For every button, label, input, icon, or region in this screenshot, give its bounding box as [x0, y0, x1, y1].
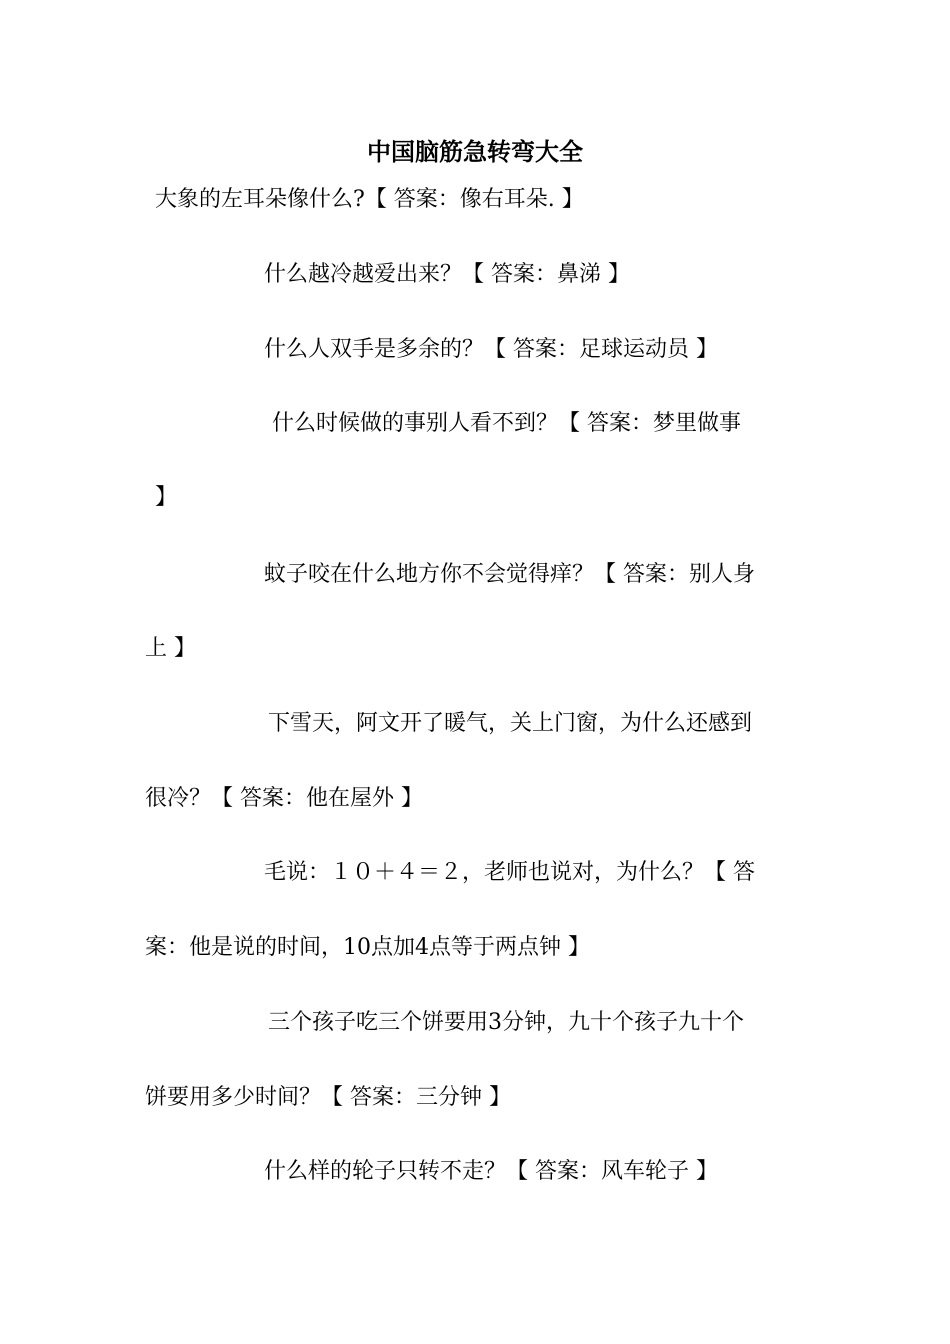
riddle-line-7: 毛说：１０＋４＝２，老师也说对，为什么？【 答: [264, 860, 755, 885]
riddle-line-3: 什么人双手是多余的？【 答案：足球运动员 】: [264, 337, 718, 362]
riddle-line-8: 三个孩子吃三个饼要用3分钟，九十个孩子九十个: [268, 1010, 744, 1035]
riddle-line-4-cont: 】: [155, 485, 178, 510]
riddle-line-7-cont: 案：他是说的时间，10点加4点等于两点钟 】: [145, 935, 590, 960]
riddle-line-1: 大象的左耳朵像什么?【 答案：像右耳朵. 】: [155, 187, 584, 212]
riddle-line-4: 什么时候做的事别人看不到？【 答案：梦里做事: [272, 411, 741, 436]
riddle-line-2: 什么越冷越爱出来？【 答案：鼻涕 】: [264, 262, 630, 287]
riddle-line-9: 什么样的轮子只转不走？【 答案：风车轮子 】: [264, 1159, 718, 1184]
riddle-line-5-cont: 上 】: [145, 636, 196, 661]
document-title: 中国脑筋急转弯大全: [367, 137, 583, 166]
riddle-line-6-cont: 很冷？【 答案：他在屋外 】: [145, 786, 423, 811]
riddle-line-8-cont: 饼要用多少时间？【 答案：三分钟 】: [145, 1085, 511, 1110]
riddle-line-6: 下雪天，阿文开了暖气，关上门窗，为什么还感到: [268, 711, 753, 736]
riddle-line-5: 蚊子咬在什么地方你不会觉得痒？【 答案：别人身: [264, 562, 755, 587]
